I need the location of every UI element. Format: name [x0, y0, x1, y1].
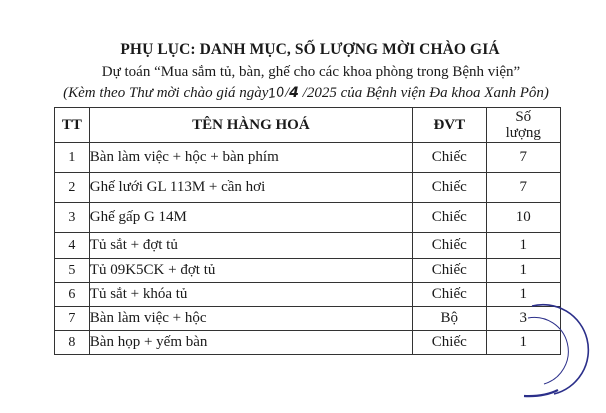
cell-unit: Chiếc: [413, 283, 486, 307]
cell-qty: 1: [486, 259, 560, 283]
table-row: [55, 307, 561, 331]
cell-tt: 1: [55, 143, 90, 173]
cell-tt: 8: [55, 331, 90, 355]
cell-tt: 5: [55, 259, 90, 283]
cell-unit: Chiếc: [413, 203, 486, 233]
table-row: [55, 331, 561, 355]
table-header-row: [55, 108, 561, 143]
table-row: [55, 143, 561, 173]
cell-unit: Chiếc: [413, 173, 486, 203]
table-row: [55, 283, 561, 307]
cell-qty: 1: [486, 233, 560, 259]
note-date-separator: /: [285, 85, 290, 101]
cell-qty: 7: [486, 173, 560, 203]
cell-unit: Chiếc: [413, 259, 486, 283]
cell-name: Tủ sắt + đợt tủ: [89, 233, 412, 259]
header-unit: ĐVT: [413, 108, 486, 143]
cell-tt: 7: [55, 307, 90, 331]
cell-name: Bàn làm việc + hộc + bàn phím: [89, 143, 412, 173]
cell-tt: 2: [55, 173, 90, 203]
cell-qty: 1: [486, 331, 560, 355]
table-row: [55, 259, 561, 283]
header-tt: TT: [55, 108, 90, 143]
cell-unit: Chiếc: [413, 331, 486, 355]
handwritten-day: 10: [267, 84, 286, 103]
handwritten-month: 4: [289, 85, 299, 101]
cell-tt: 3: [55, 203, 90, 233]
cell-name: Ghế lưới GL 113M + cần hơi: [89, 173, 412, 203]
cell-name: Bàn họp + yếm bàn: [89, 331, 412, 355]
cell-qty: 7: [486, 143, 560, 173]
cell-unit: Bộ: [413, 307, 486, 331]
note-suffix: /2025 của Bệnh viện Đa khoa Xanh Pôn): [298, 85, 549, 101]
header-name: TÊN HÀNG HOÁ: [89, 108, 412, 143]
attachment-note: [0, 85, 606, 102]
header-qty-line1: Số: [515, 109, 532, 125]
cell-name: Ghế gấp G 14M: [89, 203, 412, 233]
cell-unit: Chiếc: [413, 143, 486, 173]
header-qty-line2: lượng: [505, 125, 541, 141]
cell-qty: 3: [486, 307, 560, 331]
note-prefix: (Kèm theo Thư mời chào giá ngày: [63, 85, 269, 101]
cell-name: Bàn làm việc + hộc: [89, 307, 412, 331]
cell-name: Tủ 09K5CK + đợt tủ: [89, 259, 412, 283]
cell-qty: 10: [486, 203, 560, 233]
table-body: [55, 143, 561, 355]
table-row: [55, 233, 561, 259]
cell-tt: 4: [55, 233, 90, 259]
table-row: [55, 173, 561, 203]
appendix-title: PHỤ LỤC: DANH MỤC, SỐ LƯỢNG MỜI CHÀO GIÁ: [120, 41, 500, 58]
cell-tt: 6: [55, 283, 90, 307]
goods-table: [54, 107, 561, 355]
cell-unit: Chiếc: [413, 233, 486, 259]
cell-qty: 1: [486, 283, 560, 307]
cell-name: Tủ sắt + khóa tủ: [89, 283, 412, 307]
header-qty: [486, 108, 560, 143]
estimate-subtitle: Dự toán “Mua sắm tủ, bàn, ghế cho các khoa phòng trong Bệnh viện”: [101, 64, 521, 80]
table-row: [55, 203, 561, 233]
